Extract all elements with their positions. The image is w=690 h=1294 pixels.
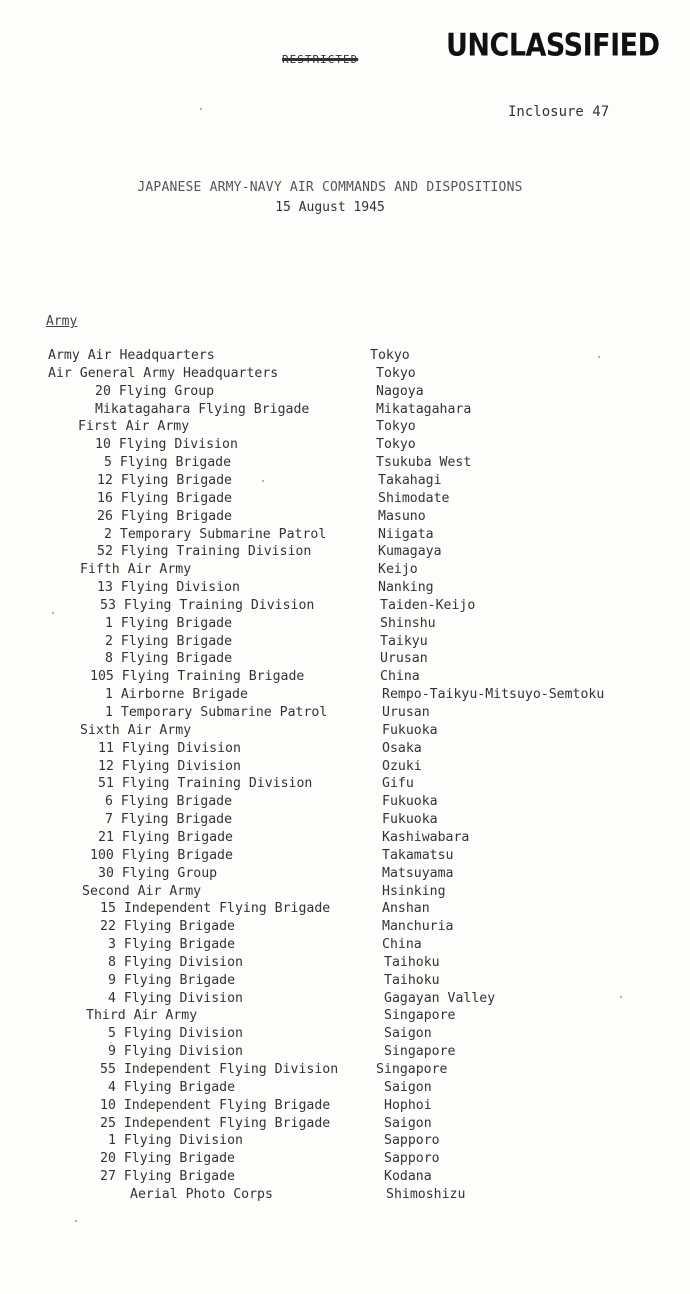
- unit-name: 27 Flying Brigade: [100, 1169, 235, 1185]
- unit-name: 8 Flying Brigade: [105, 651, 233, 667]
- unit-name: 1 Temporary Submarine Patrol: [105, 705, 328, 720]
- list-item: [0, 473, 690, 491]
- document-date: 15 August 1945: [275, 200, 385, 215]
- list-item: [0, 634, 690, 652]
- inclosure-number: Inclosure 47: [508, 104, 610, 120]
- unit-location: Tokyo: [376, 365, 416, 381]
- unit-name: 15 Independent Flying Brigade: [100, 901, 331, 917]
- unit-location: Masuno: [378, 508, 426, 524]
- list-item: [0, 669, 690, 687]
- unit-location: Takamatsu: [382, 847, 454, 863]
- speck: [598, 356, 600, 358]
- unit-location: Tokyo: [376, 419, 416, 435]
- unit-location: Anshan: [382, 901, 430, 917]
- unit-location: Niigata: [378, 526, 434, 542]
- unit-name: 22 Flying Brigade: [100, 919, 235, 935]
- unit-name: 16 Flying Brigade: [97, 490, 232, 506]
- unit-location: Hsinking: [382, 883, 446, 899]
- unit-name: 20 Flying Brigade: [100, 1151, 235, 1167]
- unit-name: Mikatagahara Flying Brigade: [95, 401, 310, 417]
- unit-location: Sapporo: [384, 1133, 440, 1149]
- list-item: [0, 651, 690, 669]
- list-item: [0, 812, 690, 830]
- section-heading: Army: [46, 314, 78, 329]
- unit-location: Tokyo: [376, 437, 416, 453]
- unit-location: Gagayan Valley: [384, 990, 496, 1006]
- unit-location: China: [380, 669, 420, 685]
- unit-name: 4 Flying Division: [108, 990, 243, 1006]
- unit-name: First Air Army: [78, 419, 190, 435]
- unit-location: Singapore: [384, 1008, 456, 1024]
- unit-name: 7 Flying Brigade: [105, 812, 233, 828]
- list-item: [0, 1062, 690, 1080]
- struck-out-classification: RESTRICTED: [282, 53, 359, 66]
- unit-location: Ozuki: [382, 758, 422, 774]
- list-item: [0, 973, 690, 991]
- unit-location: Shimoshizu: [386, 1186, 466, 1202]
- list-item: [0, 1044, 690, 1062]
- unit-name: Second Air Army: [82, 883, 202, 899]
- unit-name: 9 Flying Division: [108, 1044, 243, 1060]
- unit-name: 51 Flying Training Division: [98, 776, 313, 792]
- unit-name: Army Air Headquarters: [48, 348, 215, 363]
- unit-name: 12 Flying Division: [98, 758, 241, 774]
- unit-location: Fukuoka: [382, 812, 438, 828]
- unit-location: Manchuria: [382, 919, 454, 935]
- unit-location: Osaka: [382, 740, 422, 756]
- unit-location: Taihoku: [384, 972, 440, 988]
- unit-name: 4 Flying Brigade: [108, 1079, 236, 1095]
- unit-name: 12 Flying Brigade: [97, 472, 232, 488]
- list-item: [0, 1151, 690, 1169]
- list-item: [0, 991, 690, 1009]
- unit-name: 26 Flying Brigade: [97, 508, 232, 524]
- unit-name: Air General Army Headquarters: [48, 365, 279, 381]
- list-item: [0, 705, 690, 723]
- list-item: [0, 723, 690, 741]
- list-item: [0, 919, 690, 937]
- unit-name: 9 Flying Brigade: [108, 972, 236, 988]
- unit-location: Tsukuba West: [376, 455, 472, 471]
- list-item: [0, 509, 690, 527]
- unit-location: Fukuoka: [382, 722, 438, 738]
- unit-name: Fifth Air Army: [80, 562, 192, 578]
- unit-location: Taikyu: [380, 633, 428, 649]
- list-item: [0, 741, 690, 759]
- list-item: [0, 419, 690, 437]
- list-item: [0, 348, 690, 366]
- unit-name: 53 Flying Training Division: [100, 597, 315, 613]
- unit-location: Singapore: [384, 1044, 456, 1060]
- list-item: [0, 384, 690, 402]
- list-item: [0, 598, 690, 616]
- list-item: [0, 1116, 690, 1134]
- list-item: [0, 901, 690, 919]
- speck: [200, 108, 202, 110]
- unit-location: Nagoya: [376, 383, 424, 399]
- unit-location: Shinshu: [380, 615, 436, 631]
- unit-name: 5 Flying Division: [108, 1026, 243, 1042]
- list-item: [0, 1008, 690, 1026]
- unit-name: 2 Flying Brigade: [105, 633, 233, 649]
- unit-location: Nanking: [378, 580, 434, 596]
- list-item: [0, 544, 690, 562]
- list-item: [0, 1080, 690, 1098]
- unit-location: Urusan: [382, 705, 430, 720]
- unit-name: 8 Flying Division: [108, 954, 243, 970]
- unit-name: Aerial Photo Corps: [130, 1186, 273, 1202]
- list-item: [0, 1098, 690, 1116]
- list-item: [0, 830, 690, 848]
- list-item: [0, 402, 690, 420]
- unit-name: 10 Independent Flying Brigade: [100, 1097, 331, 1113]
- unit-name: Sixth Air Army: [80, 722, 192, 738]
- unit-location: Urusan: [380, 651, 428, 667]
- unit-location: Hophoi: [384, 1097, 432, 1113]
- unit-name: 25 Independent Flying Brigade: [100, 1115, 331, 1131]
- list-item: [0, 866, 690, 884]
- unit-location: Keijo: [378, 562, 418, 578]
- unit-name: 3 Flying Brigade: [108, 937, 236, 953]
- unit-location: Gifu: [382, 776, 414, 792]
- unit-location: Kodana: [384, 1169, 432, 1185]
- list-item: [0, 1026, 690, 1044]
- unit-location: Saigon: [384, 1079, 432, 1095]
- unit-location: Rempo-Taikyu-Mitsuyo-Semtoku: [382, 687, 605, 703]
- unit-name: 100 Flying Brigade: [90, 847, 233, 863]
- list-item: [0, 366, 690, 384]
- unit-name: 105 Flying Training Brigade: [90, 669, 305, 685]
- unit-location: China: [382, 937, 422, 953]
- list-item: [0, 616, 690, 634]
- unit-name: 20 Flying Group: [95, 383, 215, 399]
- unit-name: 52 Flying Training Division: [97, 544, 312, 560]
- unit-location: Kumagaya: [378, 544, 442, 560]
- list-item: [0, 491, 690, 509]
- unit-name: 11 Flying Division: [98, 740, 241, 756]
- unit-location: Saigon: [384, 1026, 432, 1042]
- list-item: [0, 759, 690, 777]
- list-item: [0, 1187, 690, 1205]
- list-item: [0, 455, 690, 473]
- list-item: [0, 562, 690, 580]
- list-item: [0, 527, 690, 545]
- unit-name: 1 Flying Brigade: [105, 615, 233, 631]
- list-item: [0, 884, 690, 902]
- unit-location: Sapporo: [384, 1151, 440, 1167]
- unit-name: 10 Flying Division: [95, 437, 238, 453]
- speck: [52, 612, 54, 614]
- unit-location: Shimodate: [378, 490, 450, 506]
- unit-location: Matsuyama: [382, 865, 454, 881]
- speck: [75, 1220, 77, 1222]
- unit-location: Taihoku: [384, 954, 440, 970]
- list-item: [0, 955, 690, 973]
- list-item: [0, 687, 690, 705]
- list-item: [0, 776, 690, 794]
- list-item: [0, 1133, 690, 1151]
- unit-location: Taiden-Keijo: [380, 597, 476, 613]
- speck: [620, 996, 622, 998]
- unclassified-stamp: UNCLASSIFIED: [446, 28, 660, 64]
- list-item: [0, 937, 690, 955]
- list-item: [0, 794, 690, 812]
- unit-name: 6 Flying Brigade: [105, 794, 233, 810]
- document-title: JAPANESE ARMY-NAVY AIR COMMANDS AND DISPOSITIONS: [137, 180, 523, 195]
- unit-name: 13 Flying Division: [97, 580, 240, 596]
- unit-location: Takahagi: [378, 472, 442, 488]
- list-item: [0, 848, 690, 866]
- unit-name: 1 Flying Division: [108, 1133, 243, 1149]
- unit-location: Kashiwabara: [382, 829, 470, 845]
- unit-location: Mikatagahara: [376, 401, 472, 417]
- unit-name: 2 Temporary Submarine Patrol: [104, 526, 327, 542]
- list-item: [0, 437, 690, 455]
- unit-name: 5 Flying Brigade: [104, 455, 232, 471]
- list-item: [0, 580, 690, 598]
- speck: [262, 480, 264, 482]
- unit-name: 30 Flying Group: [98, 865, 218, 881]
- list-item: [0, 1169, 690, 1187]
- unit-location: Fukuoka: [382, 794, 438, 810]
- unit-location: Singapore: [376, 1062, 448, 1077]
- unit-name: Third Air Army: [86, 1008, 198, 1024]
- unit-name: 55 Independent Flying Division: [100, 1062, 339, 1077]
- unit-location: Saigon: [384, 1115, 432, 1131]
- unit-name: 21 Flying Brigade: [98, 829, 233, 845]
- unit-name: 1 Airborne Brigade: [105, 687, 248, 703]
- unit-location: Tokyo: [370, 348, 410, 363]
